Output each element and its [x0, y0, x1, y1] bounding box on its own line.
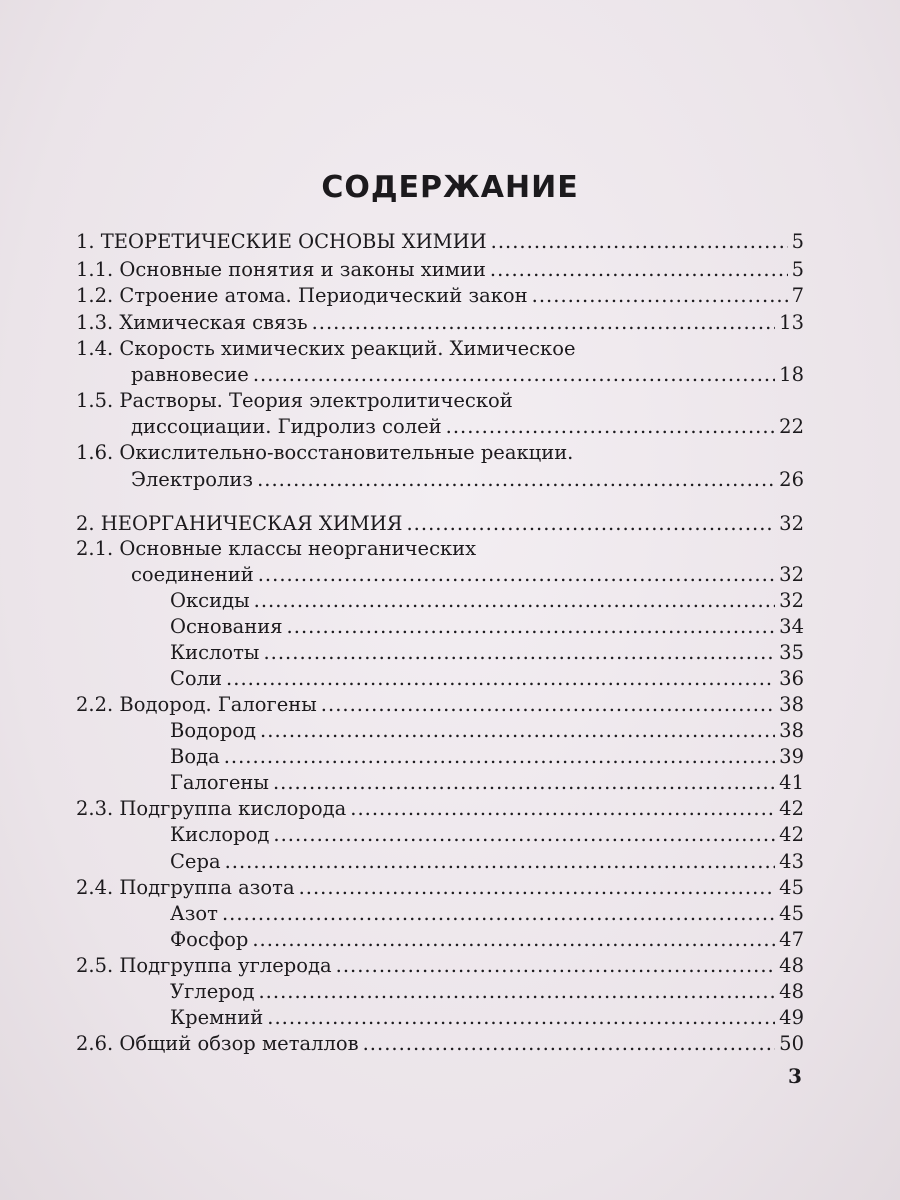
leader-dots [532, 284, 788, 307]
toc-entry-2-1-line1: 2.1. Основные классы неорганических [76, 537, 477, 560]
toc-entry-1-3 [76, 311, 804, 334]
toc-entry-2-1-a [170, 589, 804, 612]
toc-label: 2.6. Общий обзор металлов [76, 1032, 359, 1055]
toc-label: Оксиды [170, 589, 250, 612]
toc-page: 18 [779, 363, 804, 386]
leader-dots [336, 954, 776, 977]
leader-dots [258, 563, 775, 586]
toc-entry-2-1 [131, 563, 804, 586]
toc-label: Фосфор [170, 928, 249, 951]
leader-dots [321, 693, 775, 716]
toc-page: 48 [779, 980, 804, 1003]
toc-label: соединений [131, 563, 254, 586]
toc-label: Сера [170, 850, 221, 873]
toc-entry-2-1-b [170, 615, 804, 638]
toc-page: 45 [779, 902, 804, 925]
toc-page: 32 [779, 563, 804, 586]
toc-label: Кислоты [170, 641, 260, 664]
toc-page: 32 [779, 512, 804, 535]
toc-page: 36 [779, 667, 804, 690]
toc-page: 26 [779, 468, 804, 491]
leader-dots [252, 928, 775, 951]
leader-dots [253, 363, 775, 386]
toc-page: 35 [779, 641, 804, 664]
toc-entry-2-6 [76, 1032, 804, 1055]
toc-entry-2-3 [76, 797, 804, 820]
toc-entry-2-4 [76, 876, 804, 899]
toc-label: Электролиз [131, 468, 254, 491]
leader-dots [263, 641, 775, 664]
toc-label: Основания [170, 615, 283, 638]
leader-dots [226, 667, 775, 690]
leader-dots [258, 980, 775, 1003]
toc-entry-2-3-b [170, 850, 804, 873]
toc-entry-1-6 [131, 468, 804, 491]
toc-label: 2.5. Подгруппа углерода [76, 954, 332, 977]
leader-dots [287, 615, 776, 638]
toc-entry-2 [76, 512, 804, 535]
toc-entry-1-4 [131, 363, 804, 386]
toc-entry-1-6-line1: 1.6. Окислительно-восстановительные реакции. [76, 441, 574, 464]
leader-dots [446, 415, 776, 438]
leader-dots [312, 311, 776, 334]
toc-label: 2.4. Подгруппа азота [76, 876, 295, 899]
toc-label: Вода [170, 745, 220, 768]
toc-label: Соли [170, 667, 223, 690]
toc-label: 1.1. Основные понятия и законы химии [76, 258, 486, 281]
leader-dots [406, 512, 775, 535]
leader-dots [257, 468, 775, 491]
toc-page: 22 [779, 415, 804, 438]
leader-dots [267, 1006, 775, 1029]
leader-dots [225, 850, 776, 873]
toc-label: Галогены [170, 771, 269, 794]
toc-label: 2.3. Подгруппа кислорода [76, 797, 347, 820]
toc-entry-2-3-a [170, 823, 804, 846]
toc-label: 2.2. Водород. Галогены [76, 693, 317, 716]
toc-label: 1.3. Химическая связь [76, 311, 308, 334]
toc-label: 1. ТЕОРЕТИЧЕСКИЕ ОСНОВЫ ХИМИИ [76, 230, 487, 253]
toc-entry-1-5 [131, 415, 804, 438]
toc-label: Кремний [170, 1006, 264, 1029]
toc-entry-1-2 [76, 284, 804, 307]
toc-entry-1 [76, 230, 804, 253]
toc-entry-2-2-c [170, 771, 804, 794]
toc-page: 41 [779, 771, 804, 794]
leader-dots [273, 823, 775, 846]
leader-dots [254, 589, 776, 612]
toc-entry-2-2 [76, 693, 804, 716]
toc-entry-2-5-b [170, 1006, 804, 1029]
leader-dots [363, 1032, 776, 1055]
toc-label: равновесие [131, 363, 249, 386]
page-title: СОДЕРЖАНИЕ [321, 170, 579, 205]
page-number: 3 [788, 1064, 802, 1088]
toc-page: 50 [779, 1032, 804, 1055]
toc-page: 32 [779, 589, 804, 612]
toc-page: 43 [779, 850, 804, 873]
toc-page: 38 [779, 719, 804, 742]
toc-label: Кислород [170, 823, 270, 846]
toc-entry-1-5-line1: 1.5. Растворы. Теория электролитической [76, 389, 513, 412]
toc-entry-2-5-a [170, 980, 804, 1003]
toc-page: 13 [779, 311, 804, 334]
toc-label: Углерод [170, 980, 255, 1003]
toc-label: 1.2. Строение атома. Периодический закон [76, 284, 528, 307]
toc-label: Водород [170, 719, 257, 742]
toc-page: 45 [779, 876, 804, 899]
leader-dots [222, 902, 775, 925]
toc-page: 42 [779, 797, 804, 820]
toc-entry-2-2-b [170, 745, 804, 768]
leader-dots [273, 771, 775, 794]
toc-entry-2-4-b [170, 928, 804, 951]
leader-dots [491, 230, 788, 253]
toc-entry-1-1 [76, 258, 804, 281]
toc-label: 2. НЕОРГАНИЧЕСКАЯ ХИМИЯ [76, 512, 403, 535]
toc-page: 5 [791, 258, 804, 281]
leader-dots [299, 876, 776, 899]
toc-entry-2-5 [76, 954, 804, 977]
leader-dots [224, 745, 775, 768]
toc-entry-2-2-a [170, 719, 804, 742]
toc-page: 38 [779, 693, 804, 716]
toc-page: 48 [779, 954, 804, 977]
toc-page: 34 [779, 615, 804, 638]
leader-dots [260, 719, 775, 742]
toc-page: 47 [779, 928, 804, 951]
toc-page: 49 [779, 1006, 804, 1029]
toc-label: Азот [170, 902, 218, 925]
toc-page: 5 [791, 230, 804, 253]
toc-page: 42 [779, 823, 804, 846]
toc-page: 7 [791, 284, 804, 307]
toc-entry-1-4-line1: 1.4. Скорость химических реакций. Химическое [76, 337, 576, 360]
toc-entry-2-1-d [170, 667, 804, 690]
toc-page: 39 [779, 745, 804, 768]
toc-entry-2-4-a [170, 902, 804, 925]
toc-label: диссоциации. Гидролиз солей [131, 415, 442, 438]
leader-dots [490, 258, 788, 281]
toc-entry-2-1-c [170, 641, 804, 664]
leader-dots [350, 797, 775, 820]
